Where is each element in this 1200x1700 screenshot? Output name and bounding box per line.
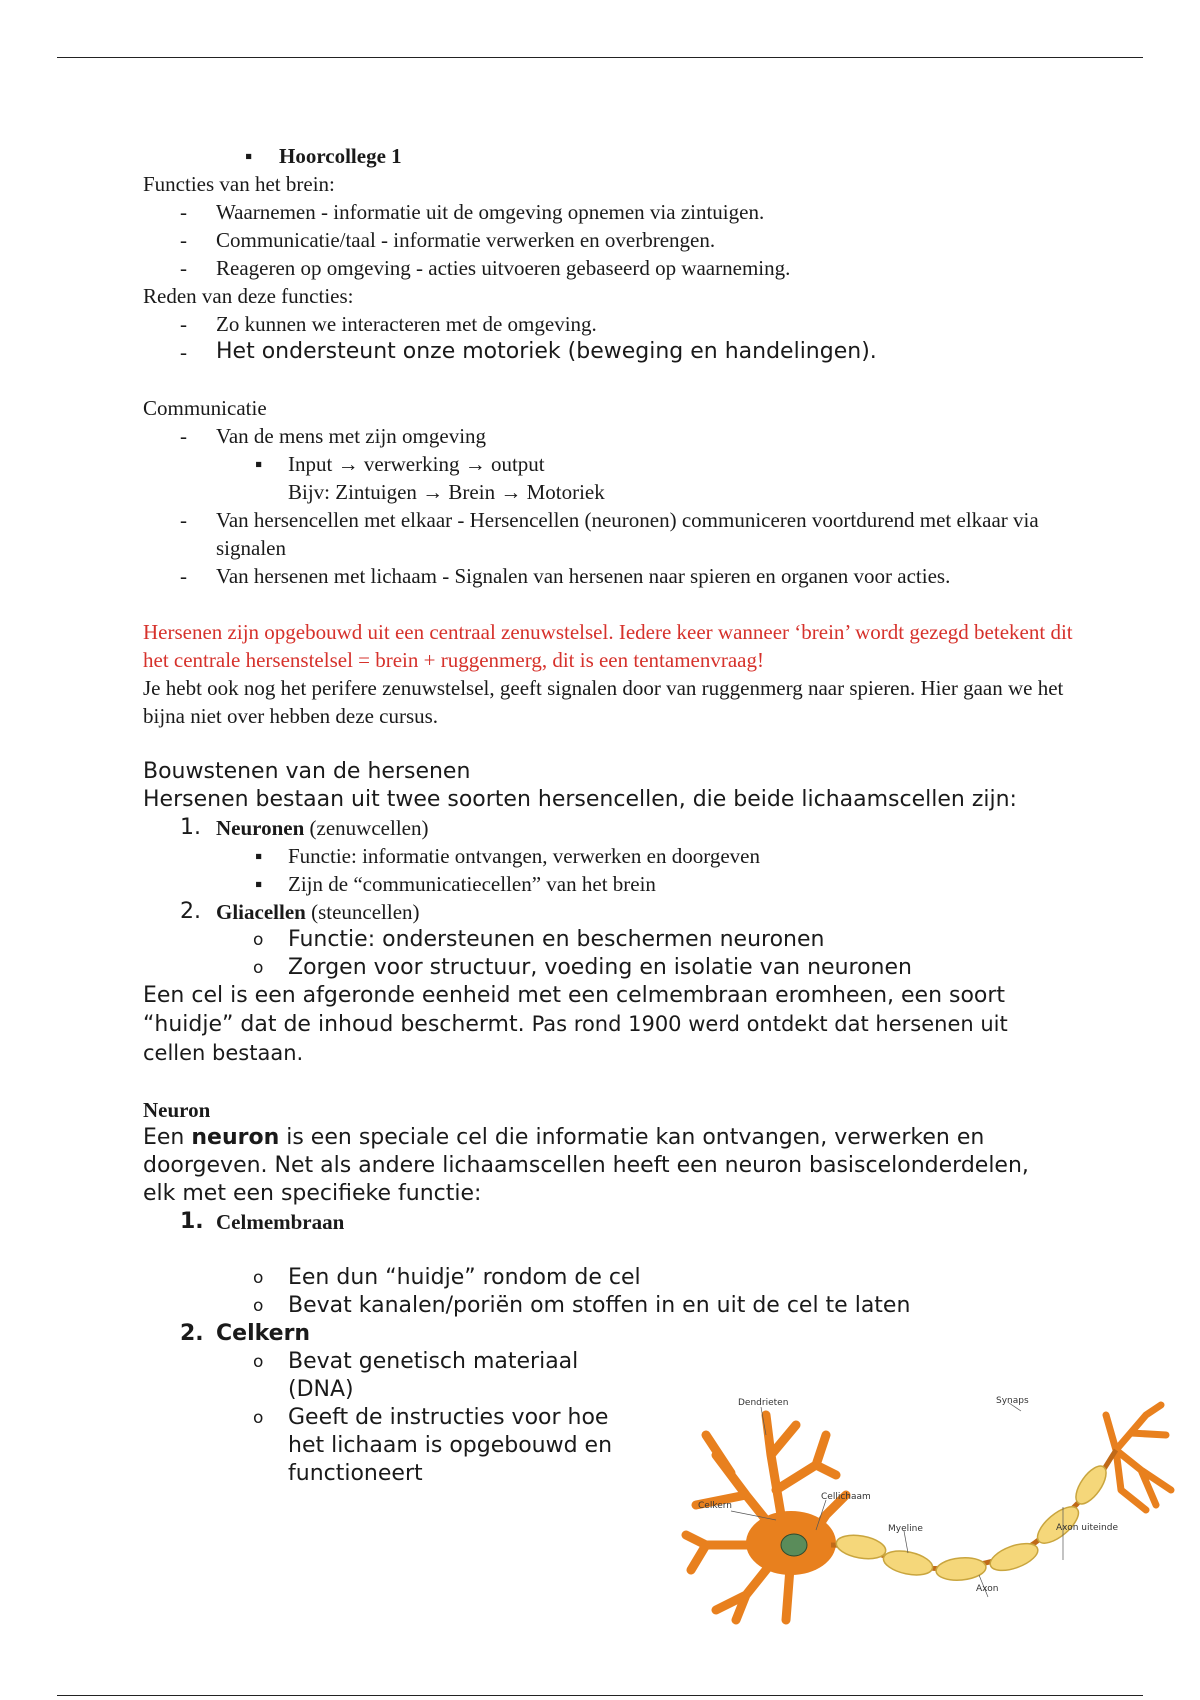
label-cell-body: Cellichaam (821, 1492, 871, 1502)
bullet-icon: ▪ (255, 844, 263, 868)
communication-item-1: Van de mens met zijn omgeving (216, 424, 487, 448)
lecture-title (143, 142, 1103, 170)
myelin-segment (1070, 1461, 1112, 1509)
list-item (143, 870, 1103, 898)
celkern-sub-2: Geeft de instructies voor hoe het lichaam is opgebouwd en functioneert (288, 1405, 613, 1486)
celmembraan-sub-2: Bevat kanalen/poriën om stoffen in en uit de cel te laten (288, 1293, 911, 1318)
list-item (143, 954, 1103, 982)
neuron-intro-pre: Een (143, 1125, 192, 1150)
list-item (143, 1208, 1103, 1236)
gliacellen-term: Gliacellen (216, 900, 306, 924)
myelin-segment (935, 1556, 987, 1582)
neuron-intro (143, 1124, 1043, 1208)
list-item (143, 1264, 1103, 1292)
functions-item-2: Communicatie/taal - informatie verwerken en overbrengen. (216, 228, 716, 252)
list-item: - Communicatie/taal - informatie verwerken en overbrengen. (180, 228, 716, 252)
cell-text-2: Pas rond 1900 werd ontdekt dat hersenen uit cellen bestaan. (143, 1012, 1008, 1065)
neuron-heading (143, 1096, 1103, 1124)
gliacellen-sub-1: Functie: ondersteunen en beschermen neuronen (288, 927, 825, 952)
nucleus-shape (781, 1534, 807, 1556)
label-myelin: Myeline (888, 1524, 923, 1534)
header-rule (57, 57, 1143, 58)
list-item: - Zo kunnen we interacteren met de omgeving. (180, 312, 597, 336)
label-axon: Axon (976, 1584, 999, 1594)
bullet-icon: ▪ (255, 452, 263, 476)
circle-bullet-icon: o (253, 1352, 264, 1372)
celkern-term: Celkern (216, 1321, 311, 1346)
circle-bullet-icon: o (253, 930, 264, 950)
gliacellen-desc: (steuncellen) (305, 900, 420, 924)
dendrites-shape (686, 1405, 1171, 1620)
peripheral-note: Je hebt ook nog het perifere zenuwstelsel, geeft signalen door van ruggenmerg naar spieren. Hier gaan we het bijna niet over hebben deze cursus. (143, 676, 1064, 728)
communication-sub-1b: Bijv: Zintuigen → Brein → Motoriek (288, 480, 605, 504)
myelin-sheath-segments (834, 1461, 1111, 1582)
neuron-intro-term: neuron (191, 1125, 280, 1150)
neuronen-desc: (zenuwcellen) (304, 816, 429, 840)
neuron-heading-text: Neuron (143, 1098, 211, 1122)
neuronen-term: Neuronen (216, 816, 305, 840)
list-number: 2. (180, 899, 201, 924)
list-item: - Reageren op omgeving - acties uitvoeren gebaseerd op waarneming. (180, 256, 791, 280)
reasons-heading: Reden van deze functies: (143, 284, 354, 308)
circle-bullet-icon: o (253, 958, 264, 978)
list-item (143, 1348, 633, 1404)
label-nucleus: Celkern (698, 1501, 732, 1511)
circle-bullet-icon: o (253, 1408, 264, 1428)
exam-note: Hersenen zijn opgebouwd uit een centraal zenuwstelsel. Iedere keer wanneer ‘brein’ wordt gezegd betekent dit het centrale hersenstelsel = brein + ruggenmerg, dit is een tentamenvraag! (143, 620, 1073, 672)
circle-bullet-icon: o (253, 1296, 264, 1316)
functions-item-3: Reageren op omgeving - acties uitvoeren gebaseerd op waarneming. (216, 256, 791, 280)
list-item (143, 1320, 1103, 1348)
bullet-icon: ▪ (245, 144, 253, 168)
label-axon-end: Axon uiteinde (1056, 1523, 1119, 1533)
neuronen-sub-2: Zijn de “communicatiecellen” van het brein (288, 872, 656, 896)
functions-item-1: Waarnemen - informatie uit de omgeving opnemen via zintuigen. (216, 200, 765, 224)
cell-text-1: Een cel is een afgeronde eenheid met een celmembraan eromheen, een soort “huidje” dat de inhoud beschermt. (143, 983, 1006, 1037)
document-body (143, 142, 1103, 1488)
list-item: - Van hersenen met lichaam - Signalen van hersenen naar spieren en organen voor acties. (180, 564, 951, 588)
celmembraan-term: Celmembraan (216, 1210, 345, 1234)
list-item (143, 1292, 1103, 1320)
list-number: 1. (180, 1209, 204, 1234)
neuronen-sub-1: Functie: informatie ontvangen, verwerken en doorgeven (288, 844, 760, 868)
footer-rule (57, 1695, 1143, 1696)
building-intro: Hersenen bestaan uit twee soorten hersencellen, die beide lichaamscellen zijn: (143, 787, 1017, 812)
communication-sub-1: Input → verwerking → output (288, 452, 545, 476)
list-item (143, 814, 1103, 842)
list-number: 1. (180, 815, 201, 840)
gliacellen-sub-2: Zorgen voor structuur, voeding en isolatie van neuronen (288, 955, 912, 980)
list-item (143, 842, 1103, 870)
list-item (143, 450, 1103, 478)
neuron-diagram (676, 1395, 1176, 1625)
reasons-item-1: Zo kunnen we interacteren met de omgeving. (216, 312, 597, 336)
list-item (143, 898, 1103, 926)
circle-bullet-icon: o (253, 1268, 264, 1288)
communication-heading: Communicatie (143, 396, 267, 420)
myelin-segment (834, 1532, 887, 1562)
list-item: - Het ondersteunt onze motoriek (beweging en handelingen). (180, 339, 877, 364)
building-heading: Bouwstenen van de hersenen (143, 759, 471, 784)
lecture-title-text: Hoorcollege 1 (279, 144, 402, 168)
communication-item-2: Van hersencellen met elkaar - Hersencellen (neuronen) communiceren voortdurend met elkaar via signalen (216, 508, 1039, 560)
list-item: - Van de mens met zijn omgeving (180, 424, 487, 448)
cell-definition (143, 982, 1073, 1068)
neuron-intro-post: is een speciale cel die informatie kan ontvangen, verwerken en doorgeven. Net als andere lichaamscellen heeft een neuron basiscelonderdelen, elk met een specifieke functie: (143, 1125, 1029, 1206)
list-item (143, 1404, 633, 1488)
label-dendrites: Dendrieten (738, 1398, 789, 1408)
communication-item-3: Van hersenen met lichaam - Signalen van hersenen naar spieren en organen voor acties. (216, 564, 951, 588)
celkern-sub-1: Bevat genetisch materiaal (DNA) (288, 1349, 579, 1402)
list-item (143, 926, 1103, 954)
list-number: 2. (180, 1321, 204, 1346)
reasons-item-2: Het ondersteunt onze motoriek (beweging en handelingen). (216, 339, 877, 364)
axon-terminal-branches (1106, 1405, 1171, 1510)
bullet-icon: ▪ (255, 872, 263, 896)
label-synapse: Synaps (996, 1396, 1029, 1406)
list-item: - Waarnemen - informatie uit de omgeving opnemen via zintuigen. (180, 200, 765, 224)
celmembraan-sub-1: Een dun “huidje” rondom de cel (288, 1265, 641, 1290)
list-item: - Van hersencellen met elkaar - Hersencellen (neuronen) communiceren voortdurend met elkaar via signalen (180, 508, 1039, 560)
functions-heading: Functies van het brein: (143, 172, 335, 196)
